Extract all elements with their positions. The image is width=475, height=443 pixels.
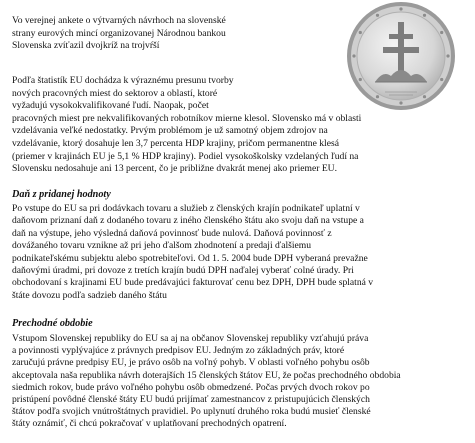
text-line: vyžadujú vysokokvalifikované ľudí. Naopak, počet [12, 100, 209, 112]
intro-caption [12, 15, 302, 53]
text-line: dovážaného tovaru vznikne až pri jeho ďalšom zhodnotení a predaji ďalšiemu [12, 240, 312, 252]
text-line: (priemer v krajinách EU je 5,1 % HDP krajiny). Podiel vysokoškolsky vzdelaných ľudí na [12, 150, 359, 162]
text-line: Slovensku nedosahuje ani 13 percent, čo je približne dvakrát menej ako priemer EU. [12, 163, 338, 175]
text-line: vzdelávania veľké nedostatky. Prvým problémom je už samotný objem zdrojov na [12, 125, 328, 137]
section-heading-transition: Prechodné obdobie [12, 318, 93, 329]
text-line: vzdelávanie, ktorý dosahuje len 3,7 percenta HDP krajiny, pričom permanentne klesá [12, 137, 339, 149]
text-line: a povinnosti vyplývajúce z právnych predpisov EU. Jedným zo základných práv, ktoré [12, 345, 345, 357]
text-line: Podľa štatistík EU dochádza k výraznému presunu tvorby [12, 75, 234, 86]
section-heading-vat: Daň z pridanej hodnoty [12, 189, 111, 200]
paragraph-vat [12, 203, 464, 302]
intro-line: strany eurových mincí organizovanej Národnou bankou [12, 27, 226, 39]
intro-line: Slovenska zvíťazil dvojkríž na trojvŕší [12, 40, 160, 52]
text-line: podnikateľskému subjektu alebo spotrebiteľovi. Od 1. 5. 2004 bude DPH vyberaná prevažne [12, 252, 368, 264]
text-line: pracovných miest pre nekvalifikovaných robotníkov mierne klesol. Slovensko má v oblasti [12, 112, 362, 124]
text-line: Vstupom Slovenskej republiky do EU sa aj na občanov Slovenskej republiky vzťahujú práva [12, 333, 369, 344]
intro-line: Vo verejnej ankete o výtvarných návrhoch na slovenské [12, 15, 226, 26]
paragraph-transition [12, 333, 464, 431]
text-line: pristúpení povôdné členské štáty EU budú prijímať zamestnancov z pristupujúcich členských [12, 394, 370, 406]
paragraph-education [12, 75, 464, 176]
text-line: daňovom priznaní daň z dodaného tovaru z iného členského štátu ako svoju daň na vstupe a [12, 215, 364, 227]
text-line: akceptovala naša republika návrh doterajších 15 členských štátov EU, že počas prechodného obdobia [12, 369, 401, 381]
text-line: daň na výstupe, jeho výsledná daňová povinnosť bude nulová. Daňová povinnosť z [12, 227, 332, 239]
text-line: Po vstupe do EU sa pri dodávkach tovaru a služieb z členských krajín podnikateľ uplatní v [12, 203, 360, 214]
text-line: štáty oznámiť, či chcú pokračovať v uplatňovaní prechodných opatrení. [12, 418, 287, 430]
text-line: zaručujú právne predpisy EU, je právo osôb na voľný pohyb. V oblasti voľného pohybu osôb [12, 357, 370, 369]
text-line: siedmich rokov, bude právo voľného pohybu osôb obmedzené. Počas prvých dvoch rokov po [12, 381, 370, 393]
text-line: štátov podľa svojich vnútroštátnych pravidiel. Po uplynutí druhého roka budú musieť členské [12, 406, 371, 418]
text-line: nových pracovných miest do sektorov a oblastí, ktoré [12, 87, 218, 99]
text-line: obchodovaní s krajinami EU bude predávajúci fakturovať cenu bez DPH, DPH bude splatná v [12, 277, 374, 289]
text-line: štáte dovozu podľa sadzieb daného štátu [12, 289, 167, 301]
text-line: daňovými úradmi, pri dovoze z tretích krajín budú DPH naďalej vyberať colné úrady. Pri [12, 265, 354, 277]
